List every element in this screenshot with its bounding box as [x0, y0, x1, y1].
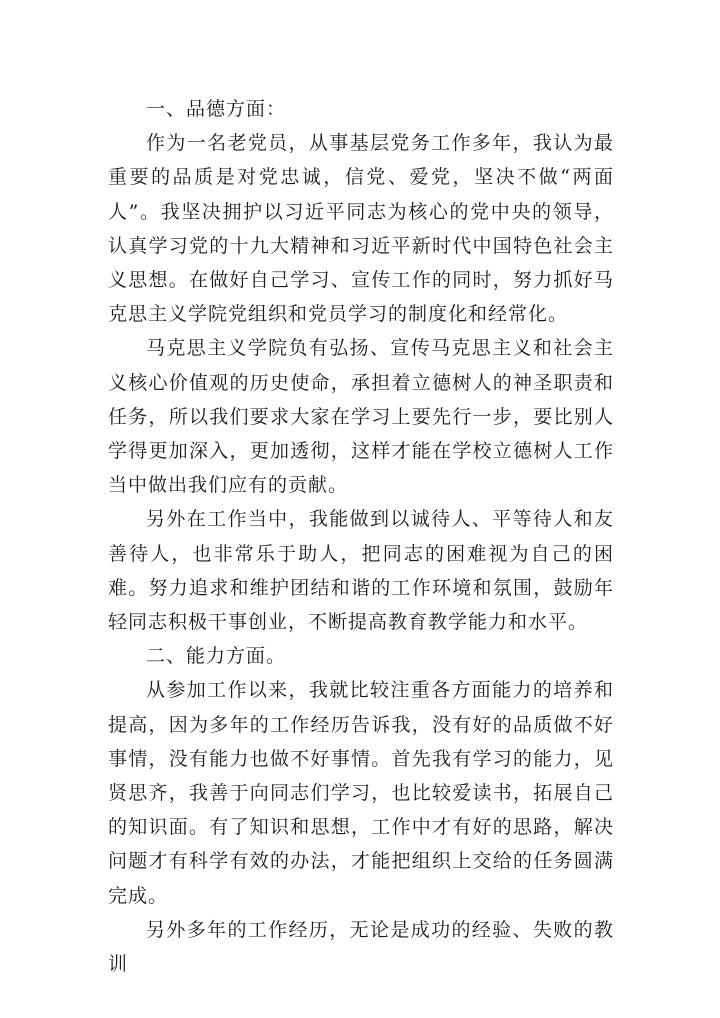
paragraph-party-loyalty: 作为一名老党员，从事基层党务工作多年，我认为最重要的品质是对党忠诚，信党、爱党，坚决不做“两面人”。我坚决拥护以习近平同志为核心的党中央的领导，认真学习党的十九大精神和习近平新时代中国特色社会主义思想。在做好自己学习、宣传工作的同时，努力抓好马克思主义学院党组织和党员学习的制度化和经常化。: [108, 132, 614, 326]
paragraph-learning-ability: 从参加工作以来，我就比较注重各方面能力的培养和提高，因为多年的工作经历告诉我，没有好的品质做不好事情，没有能力也做不好事情。首先我有学习的能力，见贤思齐，我善于向同志们学习，也比较爱读书，拓展自己的知识面。有了知识和思想，工作中才有好的思路，解决问题才有科学有效的办法，才能把组织上交给的任务圆满完成。: [108, 679, 614, 907]
paragraph-work-experience: 另外多年的工作经历，无论是成功的经验、失败的教训: [108, 918, 614, 976]
paragraph-marxism-school: 马克思主义学院负有弘扬、宣传马克思主义和社会主义核心价值观的历史使命，承担着立德树人的神圣职责和任务，所以我们要求大家在学习上要先行一步，要比别人学得更加深入，更加透彻，这样才能在学校立德树人工作当中做出我们应有的贡献。: [108, 337, 614, 497]
document-page: [108, 92, 614, 981]
paragraph-work-attitude: 另外在工作当中，我能做到以诚待人、平等待人和友善待人，也非常乐于助人，把同志的困难视为自己的困难。努力追求和维护团结和谐的工作环境和氛围，鼓励年轻同志积极干事创业，不断提高教育教学能力和水平。: [108, 508, 614, 634]
section-heading-character: 一、品德方面：: [146, 98, 287, 120]
section-heading-ability: 二、能力方面。: [146, 645, 287, 668]
